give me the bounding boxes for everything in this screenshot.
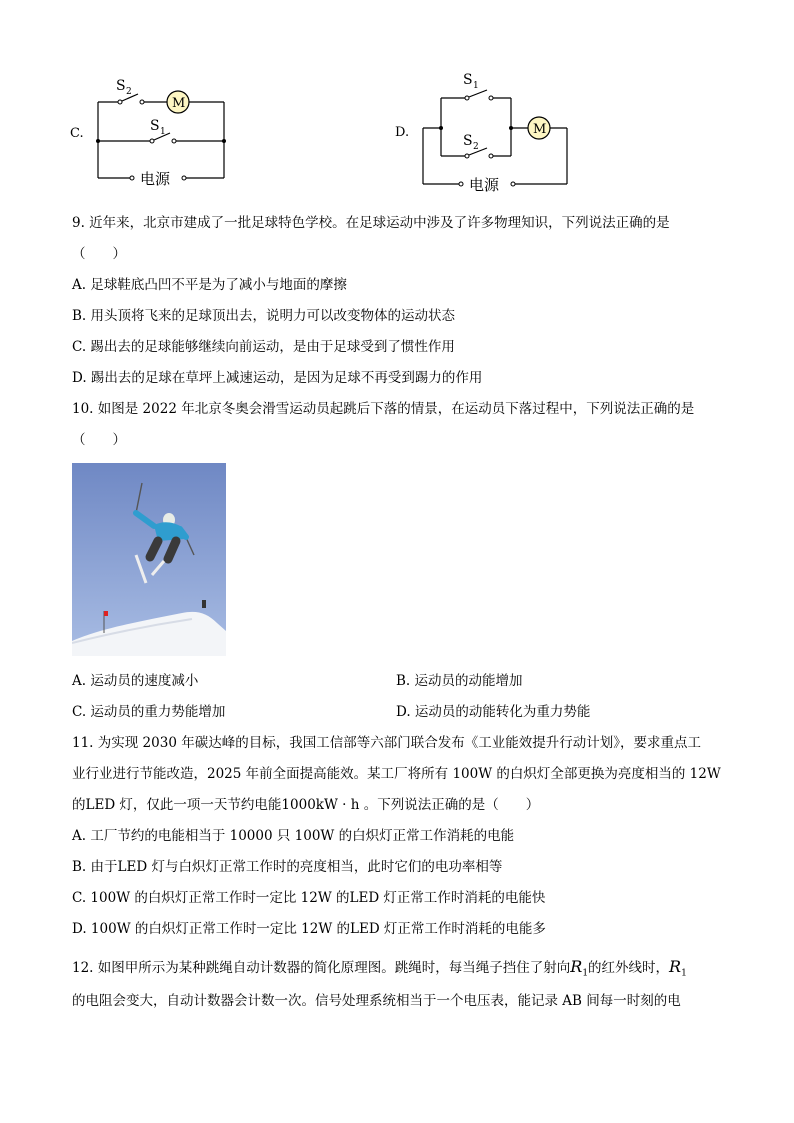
q9-paren: （ ）	[72, 246, 126, 262]
q11-option-a: A. 工厂节约的电能相当于 10000 只 100W 的白炽灯正常工作消耗的电能	[72, 828, 515, 844]
q12-line-1-b: 的红外线时，	[588, 960, 670, 976]
q9-stem: 9. 近年来，北京市建成了一批足球特色学校。在足球运动中涉及了许多物理知识，下列说法正确的是	[72, 215, 670, 231]
q10-option-d: D. 运动员的动能转化为重力势能	[396, 704, 591, 720]
circuit-c	[70, 72, 250, 192]
q12-line-2: 的电阻会变大，自动计数器会计数一次。信号处理系统相当于一个电压表，能记录 AB 间每一时刻的电	[72, 993, 681, 1009]
circuit-c-option: C.	[70, 126, 84, 141]
circuit-c-motor-label: M	[172, 96, 186, 111]
circuit-d-s1-sub: 1	[473, 81, 479, 91]
q10-paren: （ ）	[72, 432, 126, 448]
q10-option-a: A. 运动员的速度减小	[72, 673, 199, 689]
q11-option-d: D. 100W 的白炽灯正常工作时一定比 12W 的LED 灯正常工作时消耗的电能多	[72, 921, 546, 937]
q12-line-1-a: 12. 如图甲所示为某种跳绳自动计数器的简化原理图。跳绳时，每当绳子挡住了射向	[72, 960, 571, 976]
circuit-d-diagram	[395, 68, 585, 198]
circuit-d-s1-label: S	[463, 72, 473, 88]
q12-r-sub-2: 1	[681, 968, 687, 979]
q10-option-c: C. 运动员的重力势能增加	[72, 704, 226, 720]
circuit-c-s2-sub: 2	[126, 87, 132, 97]
q11-line-2: 业行业进行节能改造，2025 年前全面提高能效。某工厂将所有 100W 的白炽灯全部更换为亮度相当的 12W	[72, 766, 721, 782]
circuit-c-diagram	[70, 72, 250, 192]
q9-option-b: B. 用头顶将飞来的足球顶出去，说明力可以改变物体的运动状态	[72, 308, 456, 324]
circuit-c-s1-label: S	[150, 118, 160, 134]
q11-option-c: C. 100W 的白炽灯正常工作时一定比 12W 的LED 灯正常工作时消耗的电能快	[72, 890, 546, 906]
circuit-d-option: D.	[395, 125, 410, 140]
q11-line-3: 的LED 灯，仅此一项一天节约电能1000kW · h 。下列说法正确的是（ ）	[72, 797, 540, 813]
q9-option-c: C. 踢出去的足球能够继续向前运动，是由于足球受到了惯性作用	[72, 339, 455, 355]
q12-r-symbol-2: R	[669, 957, 682, 976]
circuit-d-s2-label: S	[463, 133, 473, 149]
q10-option-b: B. 运动员的动能增加	[396, 673, 523, 689]
q12-r-symbol: R	[570, 957, 583, 976]
q9-option-a: A. 足球鞋底凸凹不平是为了减小与地面的摩擦	[72, 277, 347, 293]
q11-option-b: B. 由于LED 灯与白炽灯正常工作时的亮度相当，此时它们的电功率相等	[72, 859, 503, 875]
circuit-c-s2-label: S	[116, 78, 126, 94]
q11-line-1: 11. 为实现 2030 年碳达峰的目标，我国工信部等六部门联合发布《工业能效提升行动计划》，要求重点工	[72, 735, 701, 751]
circuit-c-s1-sub: 1	[160, 127, 166, 137]
circuit-d-power-label: 电源	[469, 176, 500, 194]
circuit-d	[395, 68, 585, 198]
circuit-c-power-label: 电源	[140, 170, 171, 188]
circuit-d-s2-sub: 2	[473, 142, 479, 152]
skier-photo	[72, 463, 226, 656]
q10-stem: 10. 如图是 2022 年北京冬奥会滑雪运动员起跳后下落的情景，在运动员下落过程中，下列说法正确的是	[72, 401, 695, 417]
q12-r-sub: 1	[582, 968, 589, 979]
q9-option-d: D. 踢出去的足球在草坪上减速运动，是因为足球不再受到踢力的作用	[72, 370, 483, 386]
q12-line-1	[72, 958, 687, 983]
circuit-d-motor-label: M	[533, 122, 547, 137]
